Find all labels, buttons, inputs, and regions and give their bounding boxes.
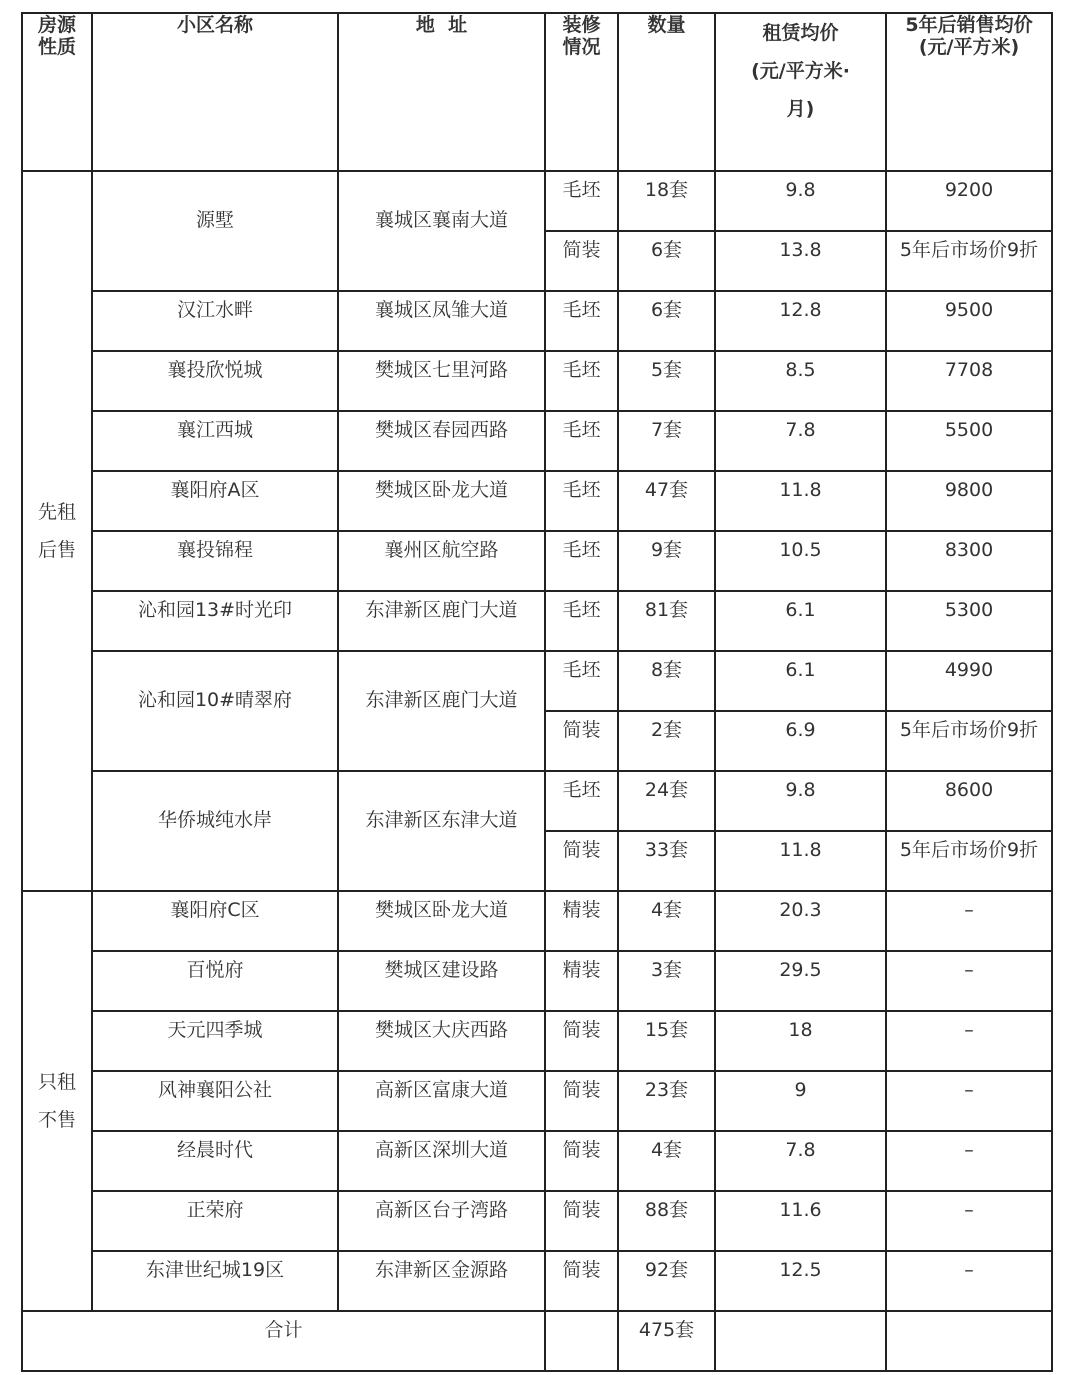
quantity-cell: 5套 [618,351,715,411]
sale-cell: 9500 [886,291,1052,351]
decoration-cell: 毛坯 [545,771,618,831]
community-address: 樊城区七里河路 [338,351,545,411]
community-name: 沁和园10#晴翠府 [92,651,338,771]
rent-cell: 12.5 [715,1251,886,1311]
table-row [22,951,1052,1011]
quantity-cell: 15套 [618,1011,715,1071]
rent-cell: 8.5 [715,351,886,411]
sale-cell: 5年后市场价9折 [886,711,1052,771]
community-name: 天元四季城 [92,1011,338,1071]
table-row [22,891,1052,951]
table-row [22,1071,1052,1131]
community-name: 东津世纪城19区 [92,1251,338,1311]
decoration-cell: 毛坯 [545,651,618,711]
rent-cell: 9.8 [715,171,886,231]
community-address: 襄城区襄南大道 [338,171,545,291]
total-quantity: 475套 [618,1311,715,1371]
community-address: 樊城区大庆西路 [338,1011,545,1071]
table-row [22,591,1052,651]
community-name: 风神襄阳公社 [92,1071,338,1131]
community-address: 东津新区鹿门大道 [338,651,545,771]
rent-cell: 7.8 [715,411,886,471]
decoration-cell: 简装 [545,831,618,891]
decoration-cell: 简装 [545,1071,618,1131]
community-address: 樊城区卧龙大道 [338,471,545,531]
rent-cell: 7.8 [715,1131,886,1191]
community-address: 襄州区航空路 [338,531,545,591]
quantity-cell: 47套 [618,471,715,531]
decoration-cell: 毛坯 [545,171,618,231]
decoration-cell: 毛坯 [545,591,618,651]
sale-cell: – [886,1011,1052,1071]
sale-cell: 5300 [886,591,1052,651]
quantity-cell: 6套 [618,231,715,291]
header-sale-price: 5年后销售均价 (元/平方米) [886,13,1052,171]
decoration-cell: 简装 [545,1191,618,1251]
quantity-cell: 6套 [618,291,715,351]
community-address: 高新区深圳大道 [338,1131,545,1191]
rent-cell: 6.9 [715,711,886,771]
community-name: 襄阳府C区 [92,891,338,951]
sale-cell: 5年后市场价9折 [886,831,1052,891]
community-address: 高新区富康大道 [338,1071,545,1131]
quantity-cell: 9套 [618,531,715,591]
quantity-cell: 3套 [618,951,715,1011]
community-address: 东津新区金源路 [338,1251,545,1311]
table-row [22,411,1052,471]
table-row [22,1251,1052,1311]
total-label: 合计 [22,1311,545,1371]
total-rent-empty [715,1311,886,1371]
table-row [22,651,1052,711]
decoration-cell: 毛坯 [545,351,618,411]
quantity-cell: 23套 [618,1071,715,1131]
header-address: 地 址 [338,13,545,171]
community-name: 襄投欣悦城 [92,351,338,411]
sale-cell: – [886,1071,1052,1131]
group-rent-then-sell: 先租 后售 [22,171,92,891]
decoration-cell: 简装 [545,711,618,771]
community-name: 襄阳府A区 [92,471,338,531]
rent-cell: 13.8 [715,231,886,291]
decoration-cell: 精装 [545,891,618,951]
sale-cell: – [886,951,1052,1011]
rent-cell: 9 [715,1071,886,1131]
sale-cell: – [886,1251,1052,1311]
community-name: 襄江西城 [92,411,338,471]
rent-cell: 9.8 [715,771,886,831]
quantity-cell: 4套 [618,1131,715,1191]
table-row [22,291,1052,351]
quantity-cell: 81套 [618,591,715,651]
table-row [22,171,1052,231]
rent-cell: 10.5 [715,531,886,591]
community-name: 华侨城纯水岸 [92,771,338,891]
community-address: 东津新区东津大道 [338,771,545,891]
sale-cell: 7708 [886,351,1052,411]
sale-cell: 9800 [886,471,1052,531]
rent-cell: 11.8 [715,831,886,891]
decoration-cell: 简装 [545,1011,618,1071]
rent-cell: 11.8 [715,471,886,531]
rent-cell: 29.5 [715,951,886,1011]
community-address: 樊城区春园西路 [338,411,545,471]
header-quantity: 数量 [618,13,715,171]
sale-cell: 5500 [886,411,1052,471]
table-row [22,1011,1052,1071]
decoration-cell: 精装 [545,951,618,1011]
quantity-cell: 7套 [618,411,715,471]
sale-cell: – [886,1131,1052,1191]
sale-cell: 8600 [886,771,1052,831]
decoration-cell: 简装 [545,231,618,291]
decoration-cell: 毛坯 [545,471,618,531]
sale-cell: 8300 [886,531,1052,591]
sale-cell: 9200 [886,171,1052,231]
header-decoration: 装修 情况 [545,13,618,171]
community-name: 源墅 [92,171,338,291]
community-address: 高新区台子湾路 [338,1191,545,1251]
quantity-cell: 18套 [618,171,715,231]
rent-cell: 6.1 [715,591,886,651]
community-address: 东津新区鹿门大道 [338,591,545,651]
sale-cell: – [886,891,1052,951]
community-address: 襄城区凤雏大道 [338,291,545,351]
table-row [22,1131,1052,1191]
community-address: 樊城区建设路 [338,951,545,1011]
table-row [22,771,1052,831]
quantity-cell: 92套 [618,1251,715,1311]
quantity-cell: 88套 [618,1191,715,1251]
quantity-cell: 24套 [618,771,715,831]
sale-cell: 5年后市场价9折 [886,231,1052,291]
rent-cell: 20.3 [715,891,886,951]
sale-cell: 4990 [886,651,1052,711]
table-row [22,1191,1052,1251]
community-address: 樊城区卧龙大道 [338,891,545,951]
rent-cell: 11.6 [715,1191,886,1251]
quantity-cell: 4套 [618,891,715,951]
quantity-cell: 8套 [618,651,715,711]
decoration-cell: 简装 [545,1131,618,1191]
table-row [22,531,1052,591]
decoration-cell: 毛坯 [545,531,618,591]
community-name: 经晨时代 [92,1131,338,1191]
header-rent-price: 租赁均价 (元/平方米· 月) [715,13,886,171]
rent-cell: 18 [715,1011,886,1071]
decoration-cell: 毛坯 [545,411,618,471]
rent-cell: 12.8 [715,291,886,351]
community-name: 襄投锦程 [92,531,338,591]
table-row [22,351,1052,411]
community-name: 正荣府 [92,1191,338,1251]
total-sale-empty [886,1311,1052,1371]
community-name: 汉江水畔 [92,291,338,351]
community-name: 沁和园13#时光印 [92,591,338,651]
total-row [22,1311,1052,1371]
sale-cell: – [886,1191,1052,1251]
rent-cell: 6.1 [715,651,886,711]
quantity-cell: 2套 [618,711,715,771]
header-property-type: 房源 性质 [22,13,92,171]
total-decoration-empty [545,1311,618,1371]
decoration-cell: 毛坯 [545,291,618,351]
quantity-cell: 33套 [618,831,715,891]
header-community-name: 小区名称 [92,13,338,171]
decoration-cell: 简装 [545,1251,618,1311]
table-row [22,471,1052,531]
header-row [22,13,1052,171]
community-name: 百悦府 [92,951,338,1011]
group-rent-only: 只租 不售 [22,891,92,1311]
housing-listing-table [21,12,1053,1372]
